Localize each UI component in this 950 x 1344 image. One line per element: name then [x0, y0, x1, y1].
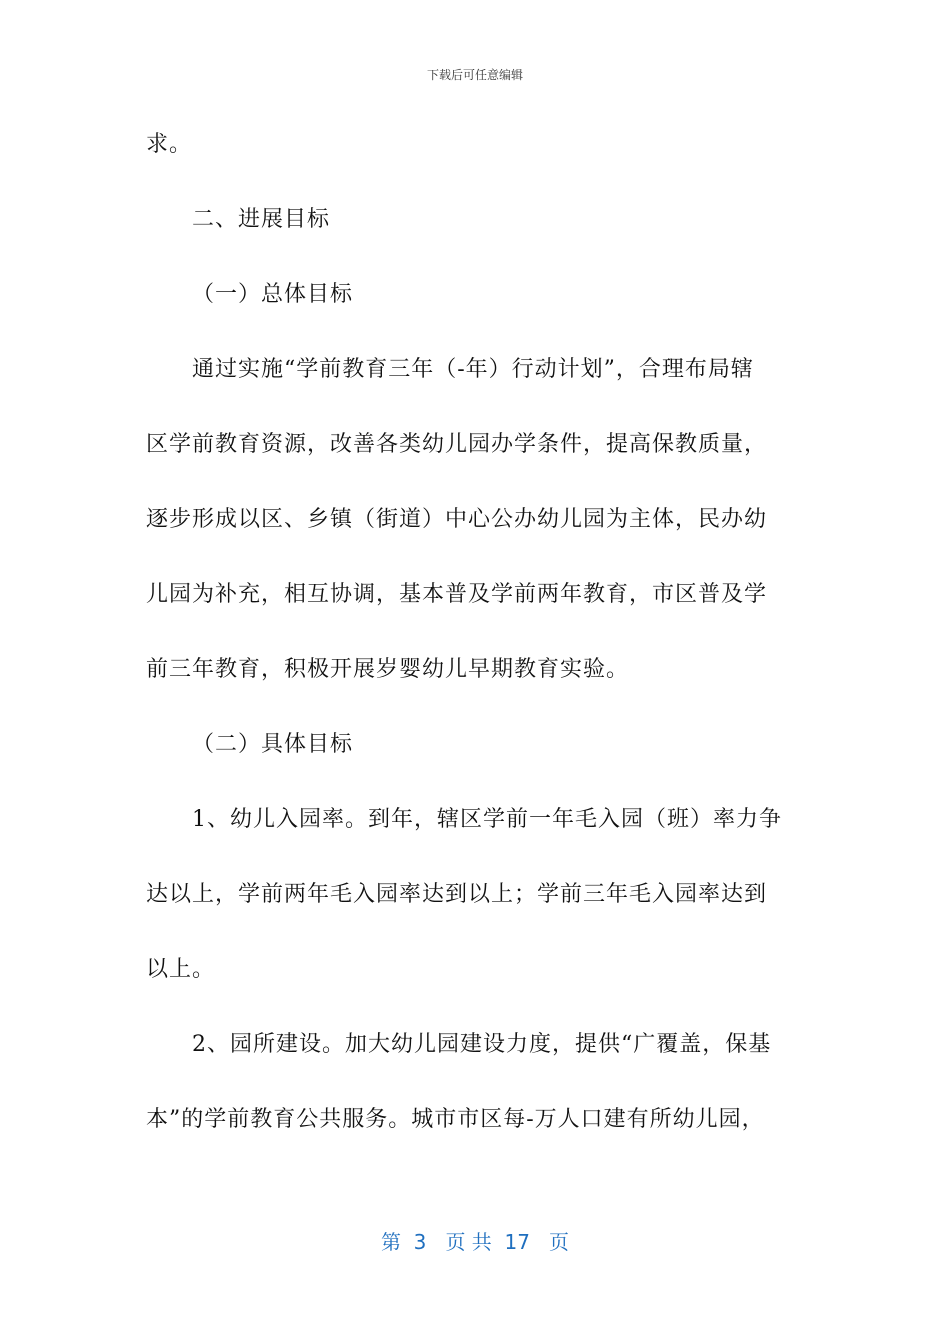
- body-line: 儿园为补充，相互协调，基本普及学前两年教育，市区普及学: [146, 582, 768, 607]
- subsection-heading: （二）具体目标: [192, 732, 354, 757]
- section-heading: 二、进展目标: [192, 207, 331, 232]
- body-line: 求。: [146, 132, 193, 157]
- body-line: 1、幼儿入园率。到年，辖区学前一年毛入园（班）率力争: [192, 807, 782, 832]
- body-line: 本”的学前教育公共服务。城市市区每-万人口建有所幼儿园，: [146, 1107, 765, 1132]
- body-line: 以上。: [146, 957, 216, 982]
- body-line: 2、园所建设。加大幼儿园建设力度，提供“广覆盖，保基: [192, 1032, 772, 1057]
- page-number-footer: 第 3 页 共 17 页: [380, 1230, 570, 1254]
- body-line: 前三年教育，积极开展岁婴幼儿早期教育实验。: [146, 657, 630, 682]
- body-line: 通过实施“学前教育三年（-年）行动计划”，合理布局辖: [192, 357, 754, 382]
- body-line: 达以上，学前两年毛入园率达到以上；学前三年毛入园率达到: [146, 882, 768, 907]
- page-header: 下载后可任意编辑: [426, 68, 523, 82]
- body-line: 区学前教育资源，改善各类幼儿园办学条件，提高保教质量，: [146, 432, 768, 457]
- body-line: 逐步形成以区、乡镇（街道）中心公办幼儿园为主体，民办幼: [146, 507, 768, 532]
- subsection-heading: （一）总体目标: [192, 282, 354, 307]
